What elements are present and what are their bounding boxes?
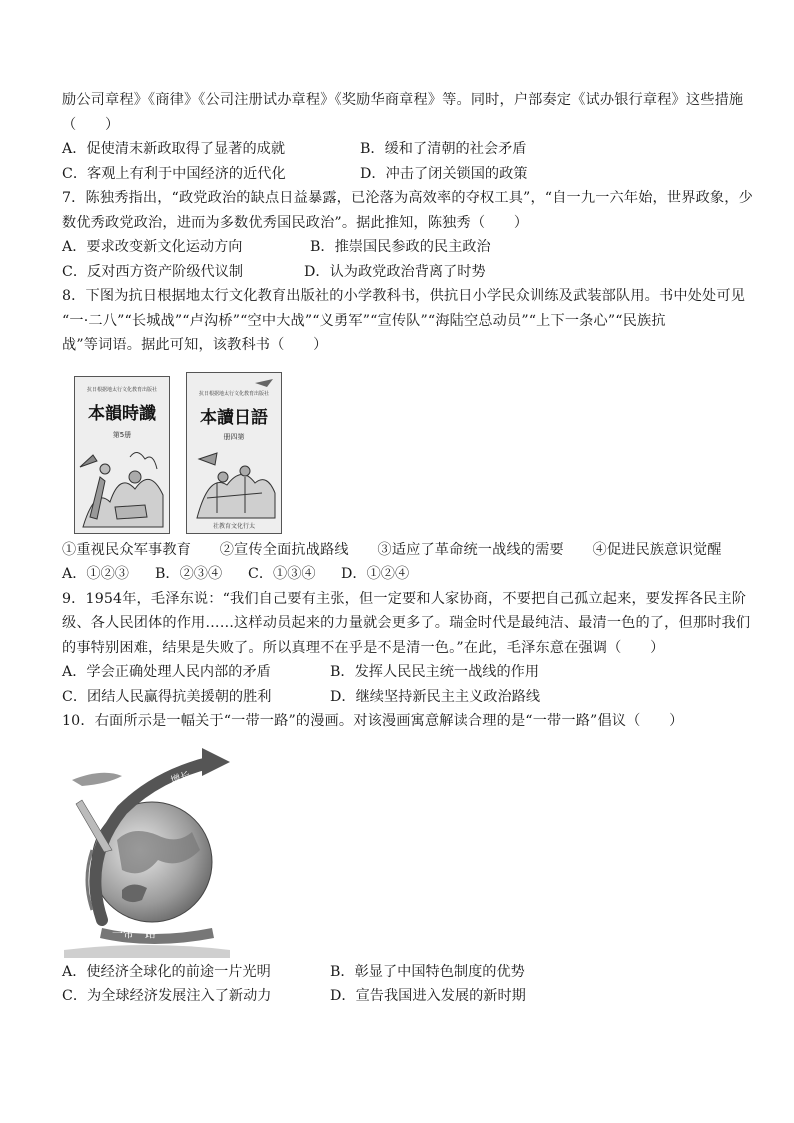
belt-road-cartoon-svg [62, 740, 232, 960]
q7-option-d[interactable]: D．认为政党政治背离了时势 [304, 263, 486, 280]
growth-arrow-head [202, 748, 230, 776]
airplane-icon [72, 772, 122, 785]
q10-options-row1 [62, 960, 734, 985]
ground-shadow [64, 945, 230, 958]
base-label: 一带一路 [112, 926, 156, 940]
q8-stem-line2: “一·二八”“长城战”“卢沟桥”“空中大战”“义勇军”“宣传队”“海陆空总动员”“上下一条心”“民族抗 [62, 312, 666, 329]
q7-options-row2 [62, 260, 734, 285]
q10-option-b[interactable]: B．彰显了中国特色制度的优势 [330, 963, 525, 980]
q8-statements: ①重视民众军事教育 ②宣传全面抗战路线 ③适应了革命统一战线的需要 ④促进民族意识觉醒 [62, 541, 722, 558]
q8-options [62, 562, 734, 587]
book1-header: 抗日根据地太行文化教育出版社 [86, 386, 158, 393]
q9-stem-line3: 的事特别困难，结果是失败了。所以真理不在乎是不是清一色。”在此，毛泽东意在强调（ ） [62, 639, 665, 656]
q10-option-a[interactable]: A．使经济全球化的前途一片光明 [62, 963, 271, 980]
book1-title: 本韻時讖 [88, 403, 156, 424]
q10-cartoon [62, 740, 734, 960]
q9-option-b[interactable]: B．发挥人民民主统一战线的作用 [330, 664, 540, 680]
q6-option-b[interactable]: B．缓和了清朝的社会矛盾 [360, 141, 527, 157]
arrow-label: 增长 [169, 769, 192, 787]
q6-options-row2 [62, 162, 734, 187]
q6-options-row1 [62, 137, 734, 162]
q7-option-c[interactable]: C．反对西方资产阶级代议制 [62, 263, 244, 280]
q8-option-a[interactable]: A．①②③ [62, 566, 129, 582]
q8-option-d[interactable]: D．①②④ [341, 566, 410, 582]
q8-stem-line1: 8．下图为抗日根据地太行文化教育出版社的小学教科书，供抗日小学民众训练及武装部队用。书中处处可见 [62, 288, 746, 304]
q7-options-row1 [62, 235, 734, 260]
q10-options-row2 [62, 984, 734, 1009]
q8-option-c[interactable]: C．①③④ [248, 566, 316, 582]
q8-stem-line3: 战”等词语。据此可知，该教科书（ ） [62, 337, 328, 353]
q10-option-c[interactable]: C．为全球经济发展注入了新动力 [62, 988, 272, 1004]
book2-footer: 社教育文化行太 [212, 522, 256, 530]
book2-title: 本讀日語 [200, 407, 268, 428]
q7-stem-line2: 数优秀政党政治，进而为多数优秀国民政治”。据此推知，陈独秀（ ） [62, 214, 529, 231]
q9-option-d[interactable]: D．继续坚持新民主主义政治路线 [330, 688, 541, 705]
book1-volume: 第5册 [112, 430, 132, 439]
textbook-cover-2 [186, 372, 282, 534]
q8-option-b[interactable]: B．②③④ [155, 566, 223, 582]
q8-textbook-figure [62, 362, 734, 538]
q7-option-a[interactable]: A．要求改变新文化运动方向 [62, 239, 243, 255]
q9-options-row2 [62, 685, 734, 710]
q9-options-row1 [62, 660, 734, 685]
q6-option-a[interactable]: A．促使清末新政取得了显著的成就 [62, 141, 286, 157]
q6-stem-line1: 励公司章程》《商律》《公司注册试办章程》《奖励华商章程》等。同时，户部奏定《试办银行章程》这些措施 [62, 92, 744, 108]
q9-option-c[interactable]: C．团结人民赢得抗美援朝的胜利 [62, 688, 272, 705]
q9-stem-line2: 级、各人民团体的作用……这样动员起来的力量就会更多了。瑞金时代是最纯洁、最清一色的了，但那时我们 [62, 615, 751, 631]
q10-stem-line1: 10．右面所示是一幅关于“一带一路”的漫画。对该漫画寓意解读合理的是“一带一路”倡议（ ） [62, 713, 684, 729]
q6-option-c[interactable]: C．客观上有利于中国经济的近代化 [62, 165, 286, 182]
q9-option-a[interactable]: A．学会正确处理人民内部的矛盾 [62, 664, 271, 680]
exam-page [62, 88, 753, 1009]
q10-option-d[interactable]: D．宣告我国进入发展的新时期 [330, 988, 526, 1004]
textbook-cover-1 [74, 376, 170, 534]
book2-volume: 册四第 [223, 432, 245, 441]
q6-stem-line2: （ ） [62, 116, 120, 133]
q9-stem-line1: 9．1954年，毛泽东说：“我们自己要有主张，但一定要和人家协商，不要把自己孤立起来，要发挥各民主阶 [62, 590, 747, 607]
q7-option-b[interactable]: B．推崇国民参政的民主政治 [310, 239, 491, 255]
q7-stem-line1: 7．陈独秀指出，“政党政治的缺点日益暴露，已沦落为高效率的夺权工具”，“自一九一六年始，世界政象，少 [62, 190, 753, 206]
book2-header: 抗日根据地太行文化教育出版社 [198, 390, 270, 397]
q6-option-d[interactable]: D．冲击了闭关锁国的政策 [360, 165, 528, 182]
